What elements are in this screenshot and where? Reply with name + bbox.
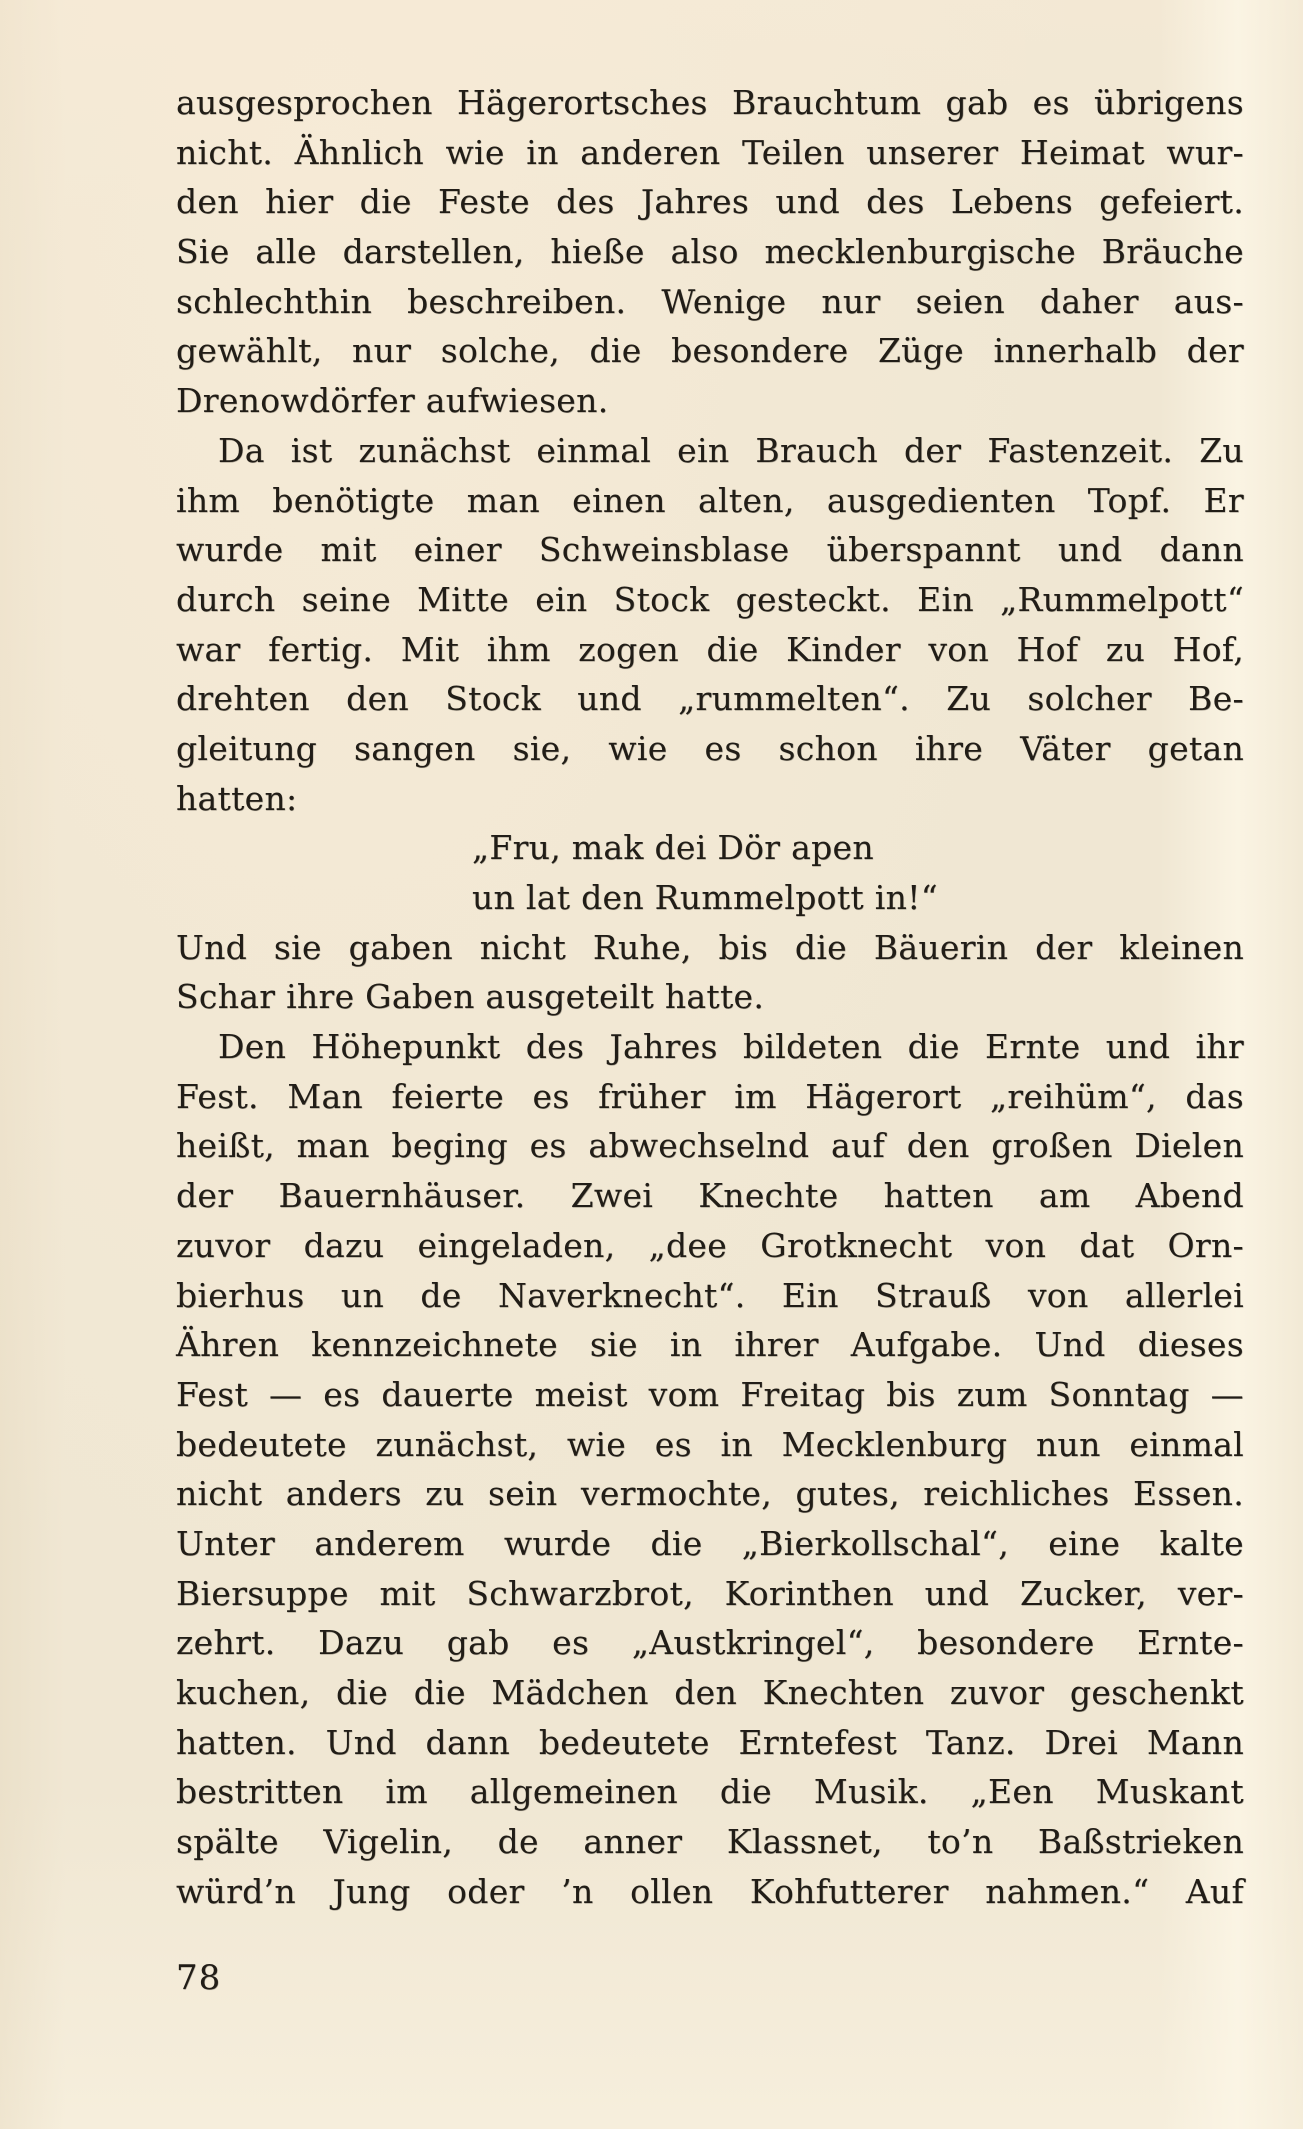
text-block [176,78,1244,1916]
text-line: der Bauernhäuser. Zwei Knechte hatten am Abend [176,1176,1244,1216]
text-line: kuchen, die die Mädchen den Knechten zuvor geschenkt [176,1673,1244,1712]
text-line: ausgesprochen Hägerortsches Brauchtum gab es übrigens [176,83,1244,122]
text-line: gewählt, nur solche, die besondere Züge innerhalb der [176,331,1244,371]
verse-line: „Fru, mak dei Dör apen [472,828,874,868]
text-line: Und sie gaben nicht Ruhe, bis die Bäuerin der kleinen [176,927,1244,967]
text-line: drehten den Stock und „rummelten“. Zu solcher Be- [176,679,1244,719]
paragraph [176,426,1244,824]
text-line: Drenowdörfer aufwiesen. [176,381,609,421]
text-line: den hier die Feste des Jahres und des Lebens gefeiert. [176,182,1244,222]
verse-block [176,823,1244,922]
text-line: Fest. Man feierte es früher im Hägerort „reihüm“, das [176,1076,1244,1116]
page-number: 78 [176,1958,222,1998]
text-line: war fertig. Mit ihm zogen die Kinder von Hof zu Hof, [176,629,1244,669]
text-line: Biersuppe mit Schwarzbrot, Korinthen und Zucker, ver- [176,1573,1244,1613]
text-line: zehrt. Dazu gab es „Austkringel“, besondere Ernte- [176,1623,1244,1663]
paragraph [176,923,1244,1022]
text-line: hatten: [176,778,298,818]
text-line: zuvor dazu eingeladen, „dee Grotknecht von dat Orn- [176,1225,1244,1265]
text-line: Den Höhepunkt des Jahres bildeten die Ernte und ihr [218,1027,1244,1067]
text-line: hatten. Und dann bedeutete Erntefest Tanz. Drei Mann [176,1722,1244,1762]
text-line: bierhus un de Naverknecht“. Ein Strauß von allerlei [176,1275,1244,1315]
text-line: heißt, man beging es abwechselnd auf den großen Dielen [176,1126,1244,1166]
text-line: Da ist zunächst einmal ein Brauch der Fastenzeit. Zu [218,430,1244,470]
text-line: spälte Vigelin, de anner Klassnet, to’n Baßstrieken [176,1822,1244,1862]
text-line: nicht. Ähnlich wie in anderen Teilen unserer Heimat wur- [176,132,1244,172]
text-line: würd’n Jung oder ’n ollen Kohfutterer nahmen.“ Auf [176,1871,1244,1911]
paragraph [176,78,1244,426]
text-line: Sie alle darstellen, hieße also mecklenburgische Bräuche [176,232,1244,272]
text-line: Unter anderem wurde die „Bierkollschal“, eine kalte [176,1523,1244,1563]
paragraph [176,1022,1244,1916]
text-line: Schar ihre Gaben ausgeteilt hatte. [176,977,765,1017]
text-line: schlechthin beschreiben. Wenige nur seien daher aus- [176,281,1244,321]
text-line: bedeutete zunächst, wie es in Mecklenburg nun einmal [176,1424,1244,1464]
text-line: gleitung sangen sie, wie es schon ihre Väter getan [176,728,1244,768]
text-line: wurde mit einer Schweinsblase überspannt und dann [176,530,1244,570]
text-line: Ähren kennzeichnete sie in ihrer Aufgabe. Und dieses [176,1325,1244,1365]
text-line: nicht anders zu sein vermochte, gutes, reichliches Essen. [176,1474,1244,1514]
verse-line: un lat den Rummelpott in!“ [472,878,938,917]
text-line: bestritten im allgemeinen die Musik. „Een Muskant [176,1772,1244,1812]
text-line: durch seine Mitte ein Stock gesteckt. Ein „Rummelpott“ [176,579,1244,619]
text-line: Fest — es dauerte meist vom Freitag bis zum Sonntag — [176,1374,1244,1414]
text-line: ihm benötigte man einen alten, ausgedienten Topf. Er [176,480,1244,520]
